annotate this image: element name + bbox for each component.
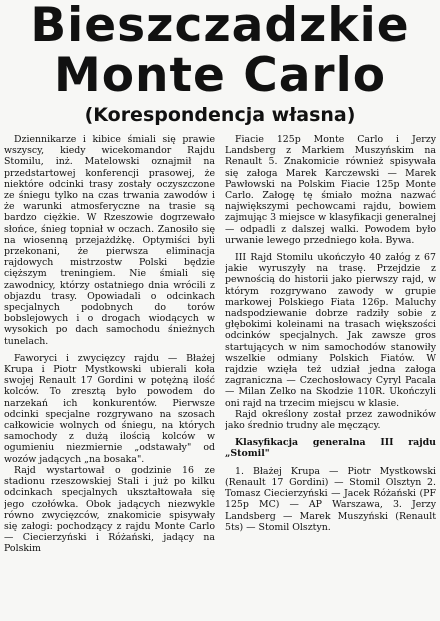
paragraph: Fiacie 125p Monte Carlo i Jerzy Landsberg z Markiem Muszyńskim na Renault 5. Znakomicie również spisywała się załoga Marek Karczewski — Marek Pawłowski na Polskim Fiacie 125p Monte Carlo. Załogę tę śmiało można nazwać największymi pechowcami rajdu, bowiem zajmując 3 miejsce w klasyfikacji generalnej — odpadli z dalszej walki. Powodem było urwanie lewego przedniego koła. Bywa. — [225, 134, 436, 246]
paragraph: Dziennikarze i kibice śmiali się prawie wszyscy, kiedy wicekomandor Rajdu Stomilu, inż. Matelowski oznajmił na przedstartowej konferencji prasowej, że niektóre odcinki trasy zostały oczyszczone ze śniegu tylko na czas trwania zawodów i że warunki atmosferyczne na trasie są bardzo ciężkie. W Rzeszowie dogrzewało słońce, śnieg topniał w oczach. Zanosiło się na wiosenną przejażdżkę. Optymiści byli przekonani, że pierwsza eliminacja rajdowych mistrzostw Polski będzie cięższym treningiem. Nie śmiali się zawodnicy, którzy ostatniego dnia wrócili z objazdu trasy. Opowiadali o odcinkach specjalnych podobnych do torów bobslejowych i o drogach wiodących w wysokich po dach samochodu śnieżnych tunelach. — [4, 134, 215, 347]
results-list: 1. Błażej Krupa — Piotr Mystkowski (Renault 17 Gordini) — Stomil Olsztyn 2. Tomasz Ciecierzyński — Jacek Różański (PF 125p MC) — AP Warszawa, 3. Jerzy Landsberg — Marek Muszyński (Renault 5ts) — Stomil Olsztyn. — [225, 465, 436, 533]
results-heading: Klasyfikacja generalna III rajdu „Stomil" — [225, 437, 436, 460]
headline-line-2: Monte Carlo — [53, 48, 386, 103]
paragraph: III Rajd Stomilu ukończyło 40 załóg z 67 jakie wyruszyły na trasę. Przejdzie z pewnością do historii jako pierwszy rajd, w którym rozgrywano zawody w grupie markowej Polskiego Fiata 126p. Maluchy nadspodziewanie dobrze radziły sobie z głębokimi koleinami na trasach większości odcinków specjalnych. Jak zawsze gros startujących w nim samochodów stanowiły wszelkie odmiany Polskich Fiatów. W rajdzie wzięła też udział jedna załoga zagraniczna — Czechosłowacy Cyryl Pacala — Milan Zelko na Skodzie 110R. Ukończyli oni rajd na trzecim miejscu w klasie. — [225, 252, 436, 409]
headline-line-1: Bieszczadzkie — [30, 0, 410, 53]
column-right — [225, 134, 436, 618]
subtitle: (Korespondencja własna) — [84, 104, 356, 126]
paragraph: Rajd wystartował o godzinie 16 ze stadionu rzeszowskiej Stali i już po kilku odcinkach specjalnych ukształtowała się jego czołówka. Obok jadących niezwykle równo zwycięzców, znakomicie spisywały się załogi: pochodzący z rajdu Monte Carlo — Ciecierzyński i Różański, jadący na Polskim — [4, 464, 215, 555]
paragraph: Rajd określony został przez zawodników jako średnio trudny ale męczący. — [225, 408, 436, 432]
paragraph: Faworyci i zwycięzcy rajdu — Błażej Krupa i Piotr Mystkowski ubierali koła swojej Renault 17 Gordini w potężną ilość kolców. To zresztą było powodem do narzekań ich konkurentów. Pierwsze odcinki specjalne rozgrywano na szosach całkowicie wolnych od śniegu, na których samochody z dużą ilością kolców w ogumieniu niezmiernie „odstawały" od wozów jadących „na bosaka". — [4, 352, 215, 465]
article-columns — [4, 134, 436, 618]
column-left — [4, 134, 215, 618]
